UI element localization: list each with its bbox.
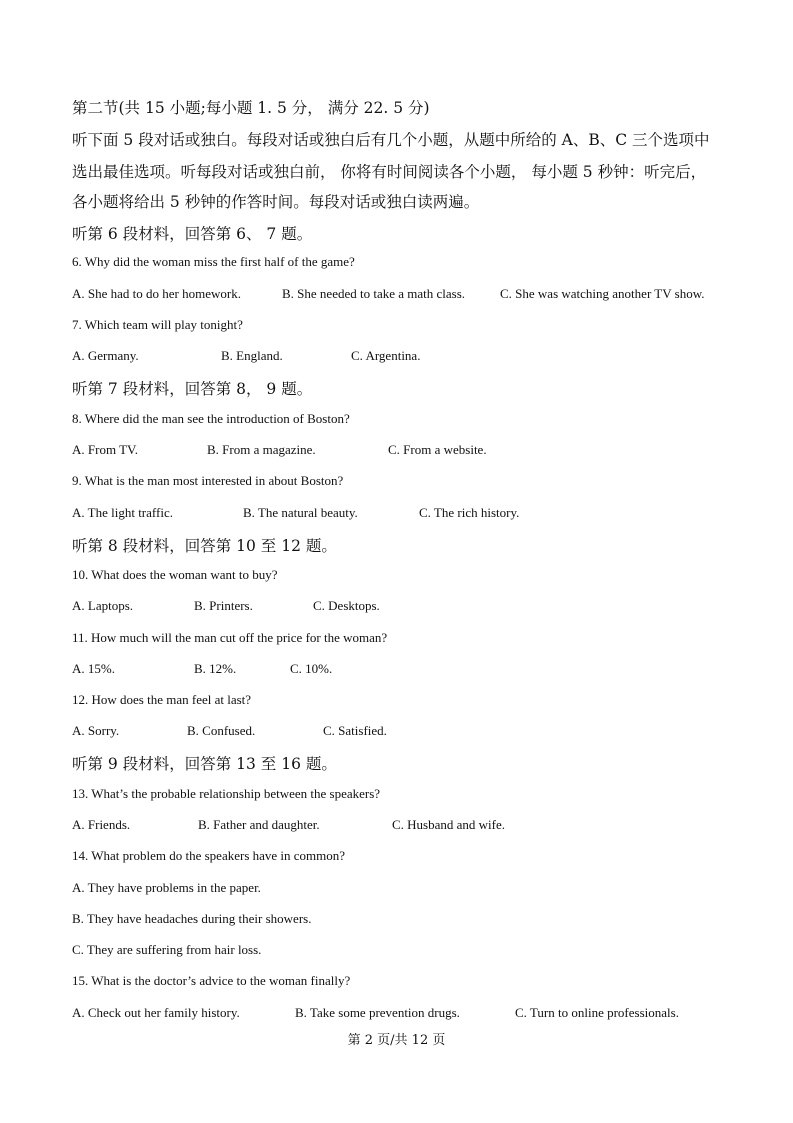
- question-stem: 6. Why did the woman miss the first half of the game?: [72, 254, 355, 269]
- option-c: C. Husband and wife.: [392, 817, 506, 832]
- question-stem: 7. Which team will play tonight?: [72, 317, 243, 332]
- option-b: B. From a magazine.: [207, 442, 316, 457]
- option-b: B. She needed to take a math class.: [282, 286, 466, 301]
- instructions-line-1: 听下面 5 段对话或独白。每段对话或独白后有几个小题，从题中所给的 A、B、C 三个选项中: [72, 131, 710, 149]
- option-b: B. England.: [221, 348, 283, 363]
- option-c: C. 10%.: [290, 661, 333, 676]
- option-a: A. Sorry.: [72, 723, 120, 738]
- option-a: A. Germany.: [72, 348, 139, 363]
- option-c: C. Turn to online professionals.: [515, 1005, 679, 1020]
- option-c: C. They are suffering from hair loss.: [72, 942, 262, 957]
- option-b: B. Father and daughter.: [198, 817, 320, 832]
- instructions-line-2: 选出最佳选项。听每段对话或独白前， 你将有时间阅读各个小题， 每小题 5 秒钟：听完后，: [72, 163, 707, 181]
- option-c: C. She was watching another TV show.: [500, 286, 705, 301]
- option-b: B. Take some prevention drugs.: [295, 1005, 460, 1020]
- option-b: B. The natural beauty.: [243, 505, 358, 520]
- question-stem: 15. What is the doctor’s advice to the woman finally?: [72, 973, 351, 988]
- group-heading: 听第 7 段材料，回答第 8， 9 题。: [72, 380, 313, 398]
- option-c: C. From a website.: [388, 442, 487, 457]
- group-heading: 听第 6 段材料，回答第 6、 7 题。: [72, 225, 313, 243]
- option-a: A. Friends.: [72, 817, 131, 832]
- option-a: A. Laptops.: [72, 598, 134, 613]
- option-c: C. Desktops.: [313, 598, 380, 613]
- option-b: B. They have headaches during their showers.: [72, 911, 312, 926]
- option-a: A. 15%.: [72, 661, 115, 676]
- option-b: B. 12%.: [194, 661, 237, 676]
- question-stem: 8. Where did the man see the introduction of Boston?: [72, 411, 350, 426]
- group-heading: 听第 9 段材料，回答第 13 至 16 题。: [72, 755, 337, 773]
- option-a: A. They have problems in the paper.: [72, 880, 261, 895]
- option-b: B. Confused.: [187, 723, 256, 738]
- section-title: 第二节(共 15 小题;每小题 1. 5 分， 满分 22. 5 分): [72, 99, 430, 117]
- question-stem: 12. How does the man feel at last?: [72, 692, 252, 707]
- question-stem: 13. What’s the probable relationship between the speakers?: [72, 786, 381, 801]
- option-a: A. From TV.: [72, 442, 138, 457]
- option-c: C. Satisfied.: [323, 723, 387, 738]
- question-stem: 11. How much will the man cut off the price for the woman?: [72, 630, 388, 645]
- option-a: A. Check out her family history.: [72, 1005, 240, 1020]
- instructions-line-3: 各小题将给出 5 秒钟的作答时间。每段对话或独白读两遍。: [72, 193, 480, 211]
- option-b: B. Printers.: [194, 598, 253, 613]
- question-stem: 14. What problem do the speakers have in common?: [72, 848, 346, 863]
- question-stem: 10. What does the woman want to buy?: [72, 567, 278, 582]
- group-heading: 听第 8 段材料，回答第 10 至 12 题。: [72, 537, 337, 555]
- option-a: A. She had to do her homework.: [72, 286, 241, 301]
- question-stem: 9. What is the man most interested in about Boston?: [72, 473, 344, 488]
- option-c: C. Argentina.: [351, 348, 421, 363]
- page-footer: 第 2 页/共 12 页: [347, 1033, 446, 1048]
- option-c: C. The rich history.: [419, 505, 520, 520]
- option-a: A. The light traffic.: [72, 505, 173, 520]
